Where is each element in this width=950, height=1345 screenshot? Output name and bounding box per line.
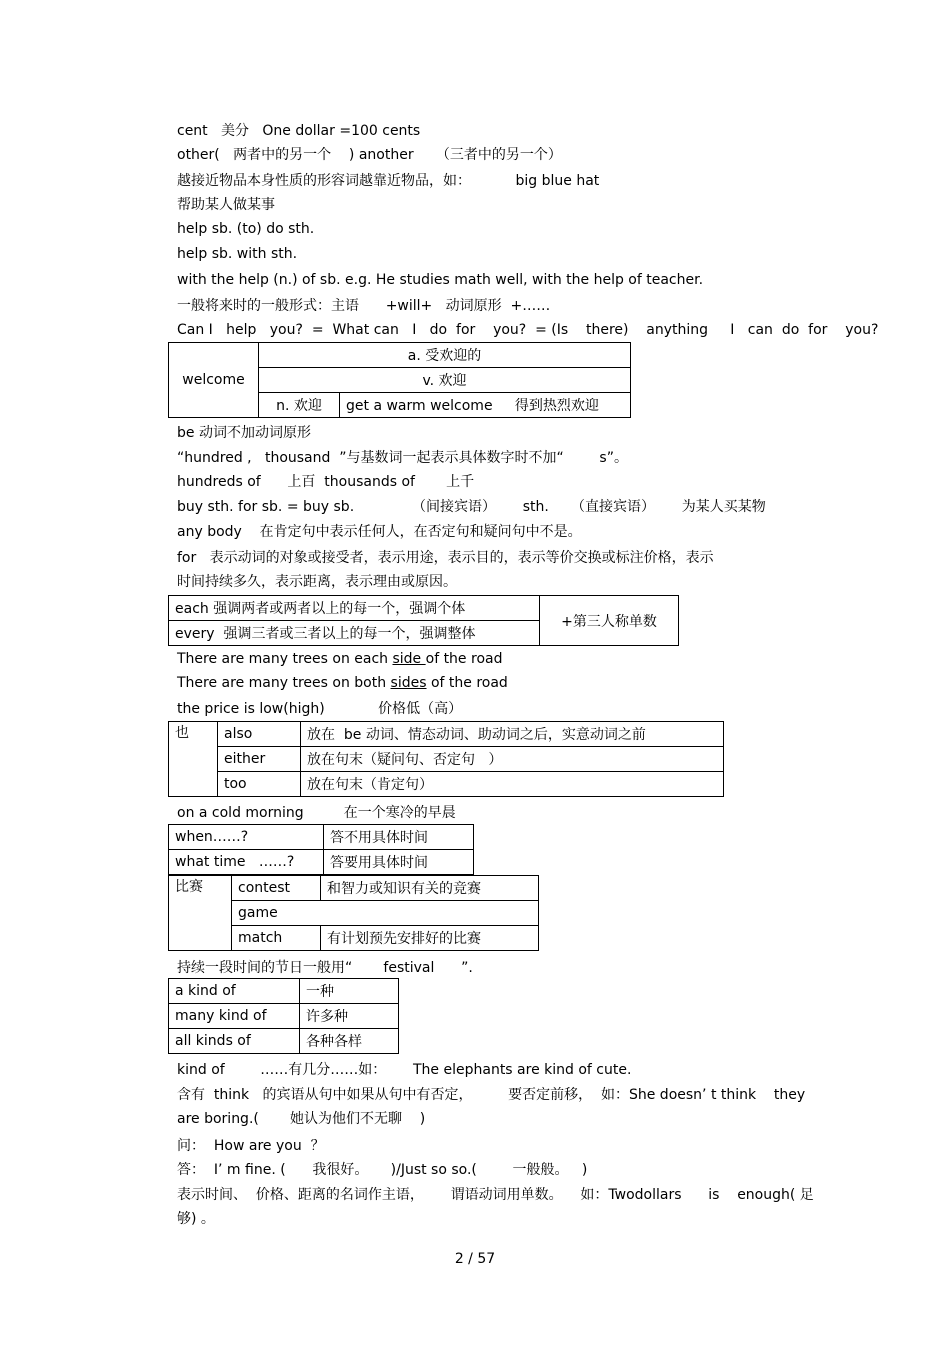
welcome-verb: v. 欢迎 <box>259 368 631 393</box>
welcome-phrase: get a warm welcome 得到热烈欢迎 <box>340 393 631 418</box>
text-line: 够) 。 <box>177 1211 215 1227</box>
text-line: help sb. (to) do sth. <box>177 221 315 237</box>
word-cell: either <box>218 747 301 772</box>
each-every-table <box>168 595 679 646</box>
also-head: 也 <box>169 722 218 797</box>
text-line: 越接近物品本身性质的形容词越靠近物品，如： big blue hat <box>177 173 600 189</box>
text-line: the price is low(high) 价格低（高） <box>177 701 463 717</box>
page-number: 2 / 57 <box>454 1251 496 1267</box>
text-line: 帮助某人做某事 <box>177 197 275 213</box>
word-cell: game <box>232 901 539 926</box>
text-line: with the help (n.) of sb. e.g. He studies math well, with the help of teacher. <box>177 272 704 288</box>
text-line: for 表示动词的对象或接受者，表示用途，表示目的，表示等价交换或标注价格，表示 <box>177 550 714 566</box>
question-cell: when……? <box>169 825 324 850</box>
word-cell: contest <box>232 876 321 901</box>
text-line: There are many trees on both sides of the road <box>177 675 508 691</box>
question-cell: what time ……? <box>169 850 324 875</box>
text-line: hundreds of 上百 thousands of 上千 <box>177 474 475 490</box>
text-line: on a cold morning 在一个寒冷的早晨 <box>177 805 456 821</box>
answer-cell: 答不用具体时间 <box>324 825 474 850</box>
desc-cell: 放在句末（疑问句、否定句 ） <box>301 747 724 772</box>
text-line: “hundred , thousand ”与基数词一起表示具体数字时不加“ s”。 <box>177 450 628 466</box>
text-line: other( 两者中的另一个 ) another （三者中的另一个） <box>177 147 562 163</box>
desc-cell: 放在 be 动词、情态动词、助动词之后，实意动词之前 <box>301 722 724 747</box>
every-row: every 强调三者或三者以上的每一个，强调整体 <box>169 621 540 646</box>
text-line: any body 在肯定句中表示任何人，在否定句和疑问句中不是。 <box>177 524 582 540</box>
text-line: 持续一段时间的节日一般用“ festival ”. <box>177 960 473 976</box>
text-line: are boring.( 她认为他们不无聊 ) <box>177 1111 426 1127</box>
text-line: Can I help you? = What can I do for you? = (Is there) anything I can do for you? <box>177 322 879 338</box>
match-table <box>168 875 539 951</box>
text-line: be 动词不加动词原形 <box>177 425 311 441</box>
third-person-note: +第三人称单数 <box>540 596 679 646</box>
text-line: 一般将来时的一般形式：主语 +will+ 动词原形 +…… <box>177 298 551 314</box>
text-line: help sb. with sth. <box>177 246 298 262</box>
text-line: buy sth. for sb. = buy sb. （间接宾语） sth. （直接宾语） 为某人买某物 <box>177 499 766 515</box>
en-cell: all kinds of <box>169 1029 300 1054</box>
welcome-table <box>168 342 631 418</box>
welcome-adj: a. 受欢迎的 <box>259 343 631 368</box>
text-line: cent 美分 One dollar =100 cents <box>177 123 421 139</box>
text-line: 答： I’ m fine. ( 我很好。 )/Just so so.( 一般般。 ) <box>177 1162 588 1178</box>
text-line: 问： How are you ？ <box>177 1138 325 1154</box>
kind-of-table <box>168 978 399 1054</box>
text-line: 时间持续多久，表示距离，表示理由或原因。 <box>177 574 457 590</box>
desc-cell: 和智力或知识有关的竞赛 <box>321 876 539 901</box>
word-cell: also <box>218 722 301 747</box>
en-cell: a kind of <box>169 979 300 1004</box>
word-cell: match <box>232 926 321 951</box>
welcome-noun: n. 欢迎 <box>259 393 340 418</box>
text-line: There are many trees on each side of the road <box>177 651 503 667</box>
each-row: each 强调两者或两者以上的每一个，强调个体 <box>169 596 540 621</box>
cn-cell: 许多种 <box>300 1004 399 1029</box>
cn-cell: 各种各样 <box>300 1029 399 1054</box>
desc-cell: 有计划预先安排好的比赛 <box>321 926 539 951</box>
desc-cell: 放在句末（肯定句） <box>301 772 724 797</box>
match-head: 比赛 <box>169 876 232 951</box>
text-line: 表示时间、 价格、距离的名词作主语， 谓语动词用单数。 如：Twodollars is enough( 足 <box>177 1187 814 1203</box>
word-cell: too <box>218 772 301 797</box>
welcome-word: welcome <box>169 343 259 418</box>
also-either-too-table <box>168 721 724 797</box>
cn-cell: 一种 <box>300 979 399 1004</box>
text-line: 含有 think 的宾语从句中如果从句中有否定， 要否定前移， 如：She doesn’ t think they <box>177 1087 806 1103</box>
when-table <box>168 824 474 875</box>
answer-cell: 答要用具体时间 <box>324 850 474 875</box>
en-cell: many kind of <box>169 1004 300 1029</box>
text-line: kind of ……有几分……如： The elephants are kind of cute. <box>177 1062 632 1078</box>
